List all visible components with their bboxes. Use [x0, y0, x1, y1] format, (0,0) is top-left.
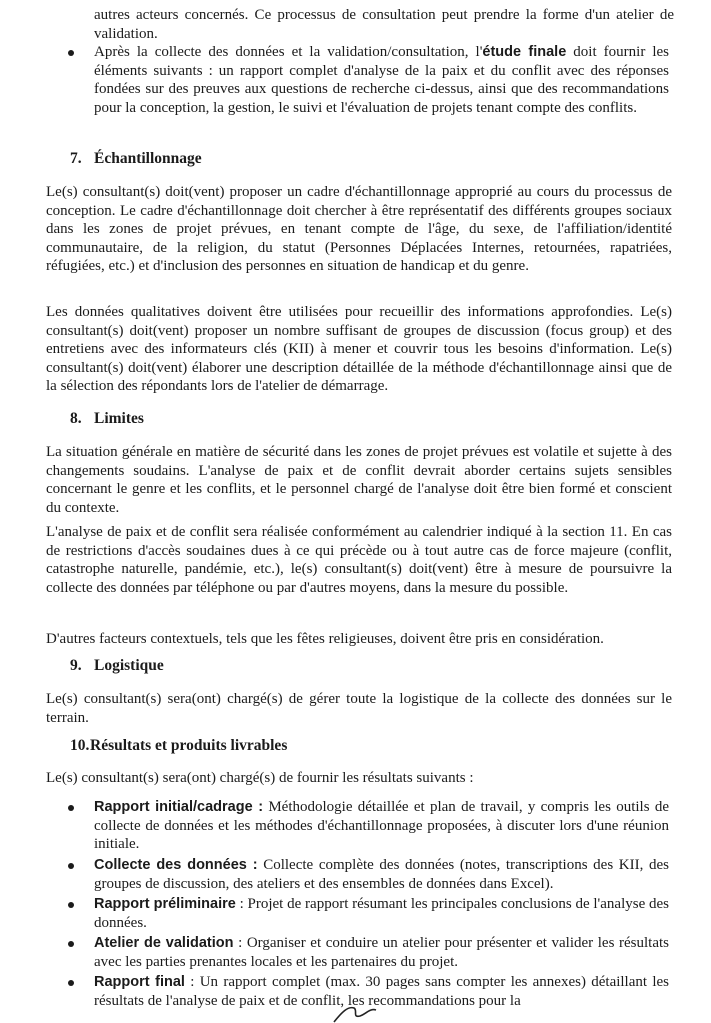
final-study-bullet: Après la collecte des données et la validation/consultation, l'étude finale doit fournir les éléments suivants : un rapport complet d'analyse de la paix et du conflit avec des réponses fondées sur des preuves aux questions de recherche ci-dessus, ainsi que des recommandations pour la conception, la gestion, le suivi et l'évaluation de projets tenant compte des conflits. [94, 43, 669, 117]
deliverable-item: Atelier de validation : Organiser et conduire un atelier pour présenter et valider les résultats avec les parties prenantes locales et les partenaires du projet. [94, 934, 669, 971]
section-10-paragraph-1: Le(s) consultant(s) sera(ont) chargé(s) de fournir les résultats suivants : [46, 770, 474, 786]
deliverable-term: Atelier de validation [94, 935, 234, 951]
deliverable-item: Rapport préliminaire : Projet de rapport résumant les principales conclusions de l'analyse des données. [94, 895, 669, 932]
section-7-paragraph-2: Les données qualitatives doivent être utilisées pour recueillir des informations approfondies. Le(s) consultant(s) doit(vent) proposer un nombre suffisant de groupes de discussion (focus group) et des entretiens avec des informateurs clés (KII) à mener et couvrir tous les besoins d'information. Le(s) consultant(s) doit(vent) élaborer une description détaillée de la méthode d'échantillonnage ainsi que de la sélection des répondants lors de l'atelier de démarrage. [46, 304, 672, 395]
deliverable-item: Collecte des données : Collecte complète des données (notes, transcriptions des KII, des groupes de discussion, des ateliers et des ensembles de données dans Excel). [94, 856, 669, 893]
section-8-heading: 8. Limites [70, 410, 144, 427]
section-7-heading: 7. Échantillonnage [70, 150, 202, 167]
deliverable-term: Rapport initial/cadrage : [94, 799, 264, 815]
deliverable-item: Rapport initial/cadrage : Méthodologie détaillée et plan de travail, y compris les outils de collecte de données et les méthodes d'échantillonnage proposées, à discuter lors d'une réunion initiale. [94, 798, 669, 854]
deliverable-item: Rapport final : Un rapport complet (max. 30 pages sans compter les annexes) détaillant les résultats de l'analyse de paix et de conflit, les recommandations pour la [94, 973, 669, 1010]
deliverable-term: Rapport final [94, 974, 185, 990]
bullet-dot [68, 980, 74, 986]
section-10-heading: 10.Résultats et produits livrables [70, 737, 288, 754]
section-9-heading: 9. Logistique [70, 657, 164, 674]
section-8-paragraph-2: L'analyse de paix et de conflit sera réalisée conformément au calendrier indiqué à la section 11. En cas de restrictions d'accès soudaines dues à ce qui précède ou à tout autre cas de force majeure (conflit, catastrophe naturelle, pandémie, etc.), le(s) consultant(s) doit(vent) être à mesure de poursuivre la collecte des données par téléphone ou par d'autres moyens, dans la mesure du possible. [46, 524, 672, 596]
bullet-dot [68, 902, 74, 908]
bullet-dot [68, 50, 74, 56]
section-9-paragraph-1: Le(s) consultant(s) sera(ont) chargé(s) de gérer toute la logistique de la collecte des données sur le terrain. [46, 691, 672, 726]
bullet-dot [68, 805, 74, 811]
section-7-paragraph-1: Le(s) consultant(s) doit(vent) proposer un cadre d'échantillonnage approprié au cours du processus de conception. Le cadre d'échantillonnage doit chercher à être représentatif des différents groupes sociaux dans les zones de projet prévues, en tenant compte de l'âge, du sexe, de l'affiliation/identité communautaire, de la religion, du statut (Personnes Déplacées Internes, retournées, rapatriées, réfugiées, etc.) et d'inclusion des personnes en situation de handicap et du genre. [46, 184, 672, 275]
section-8-paragraph-1: La situation générale en matière de sécurité dans les zones de projet prévues est volatile et sujette à des changements soudains. L'analyse de paix et de conflit devrait aborder certains sujets sensibles concernant le genre et les conflits, et le personnel chargé de l'analyse doit être bien formé et conscient du contexte. [46, 444, 672, 516]
intro-fragment: autres acteurs concernés. Ce processus de consultation peut prendre la forme d'un atelier de validation. [94, 7, 674, 42]
bold-term: étude finale [482, 44, 567, 60]
section-8-paragraph-3: D'autres facteurs contextuels, tels que les fêtes religieuses, doivent être pris en considération. [46, 631, 604, 647]
bullet-dot [68, 941, 74, 947]
deliverable-term: Collecte des données : [94, 857, 258, 873]
signature-mark [330, 1002, 390, 1023]
bullet-dot [68, 863, 74, 869]
deliverable-term: Rapport préliminaire [94, 896, 236, 912]
